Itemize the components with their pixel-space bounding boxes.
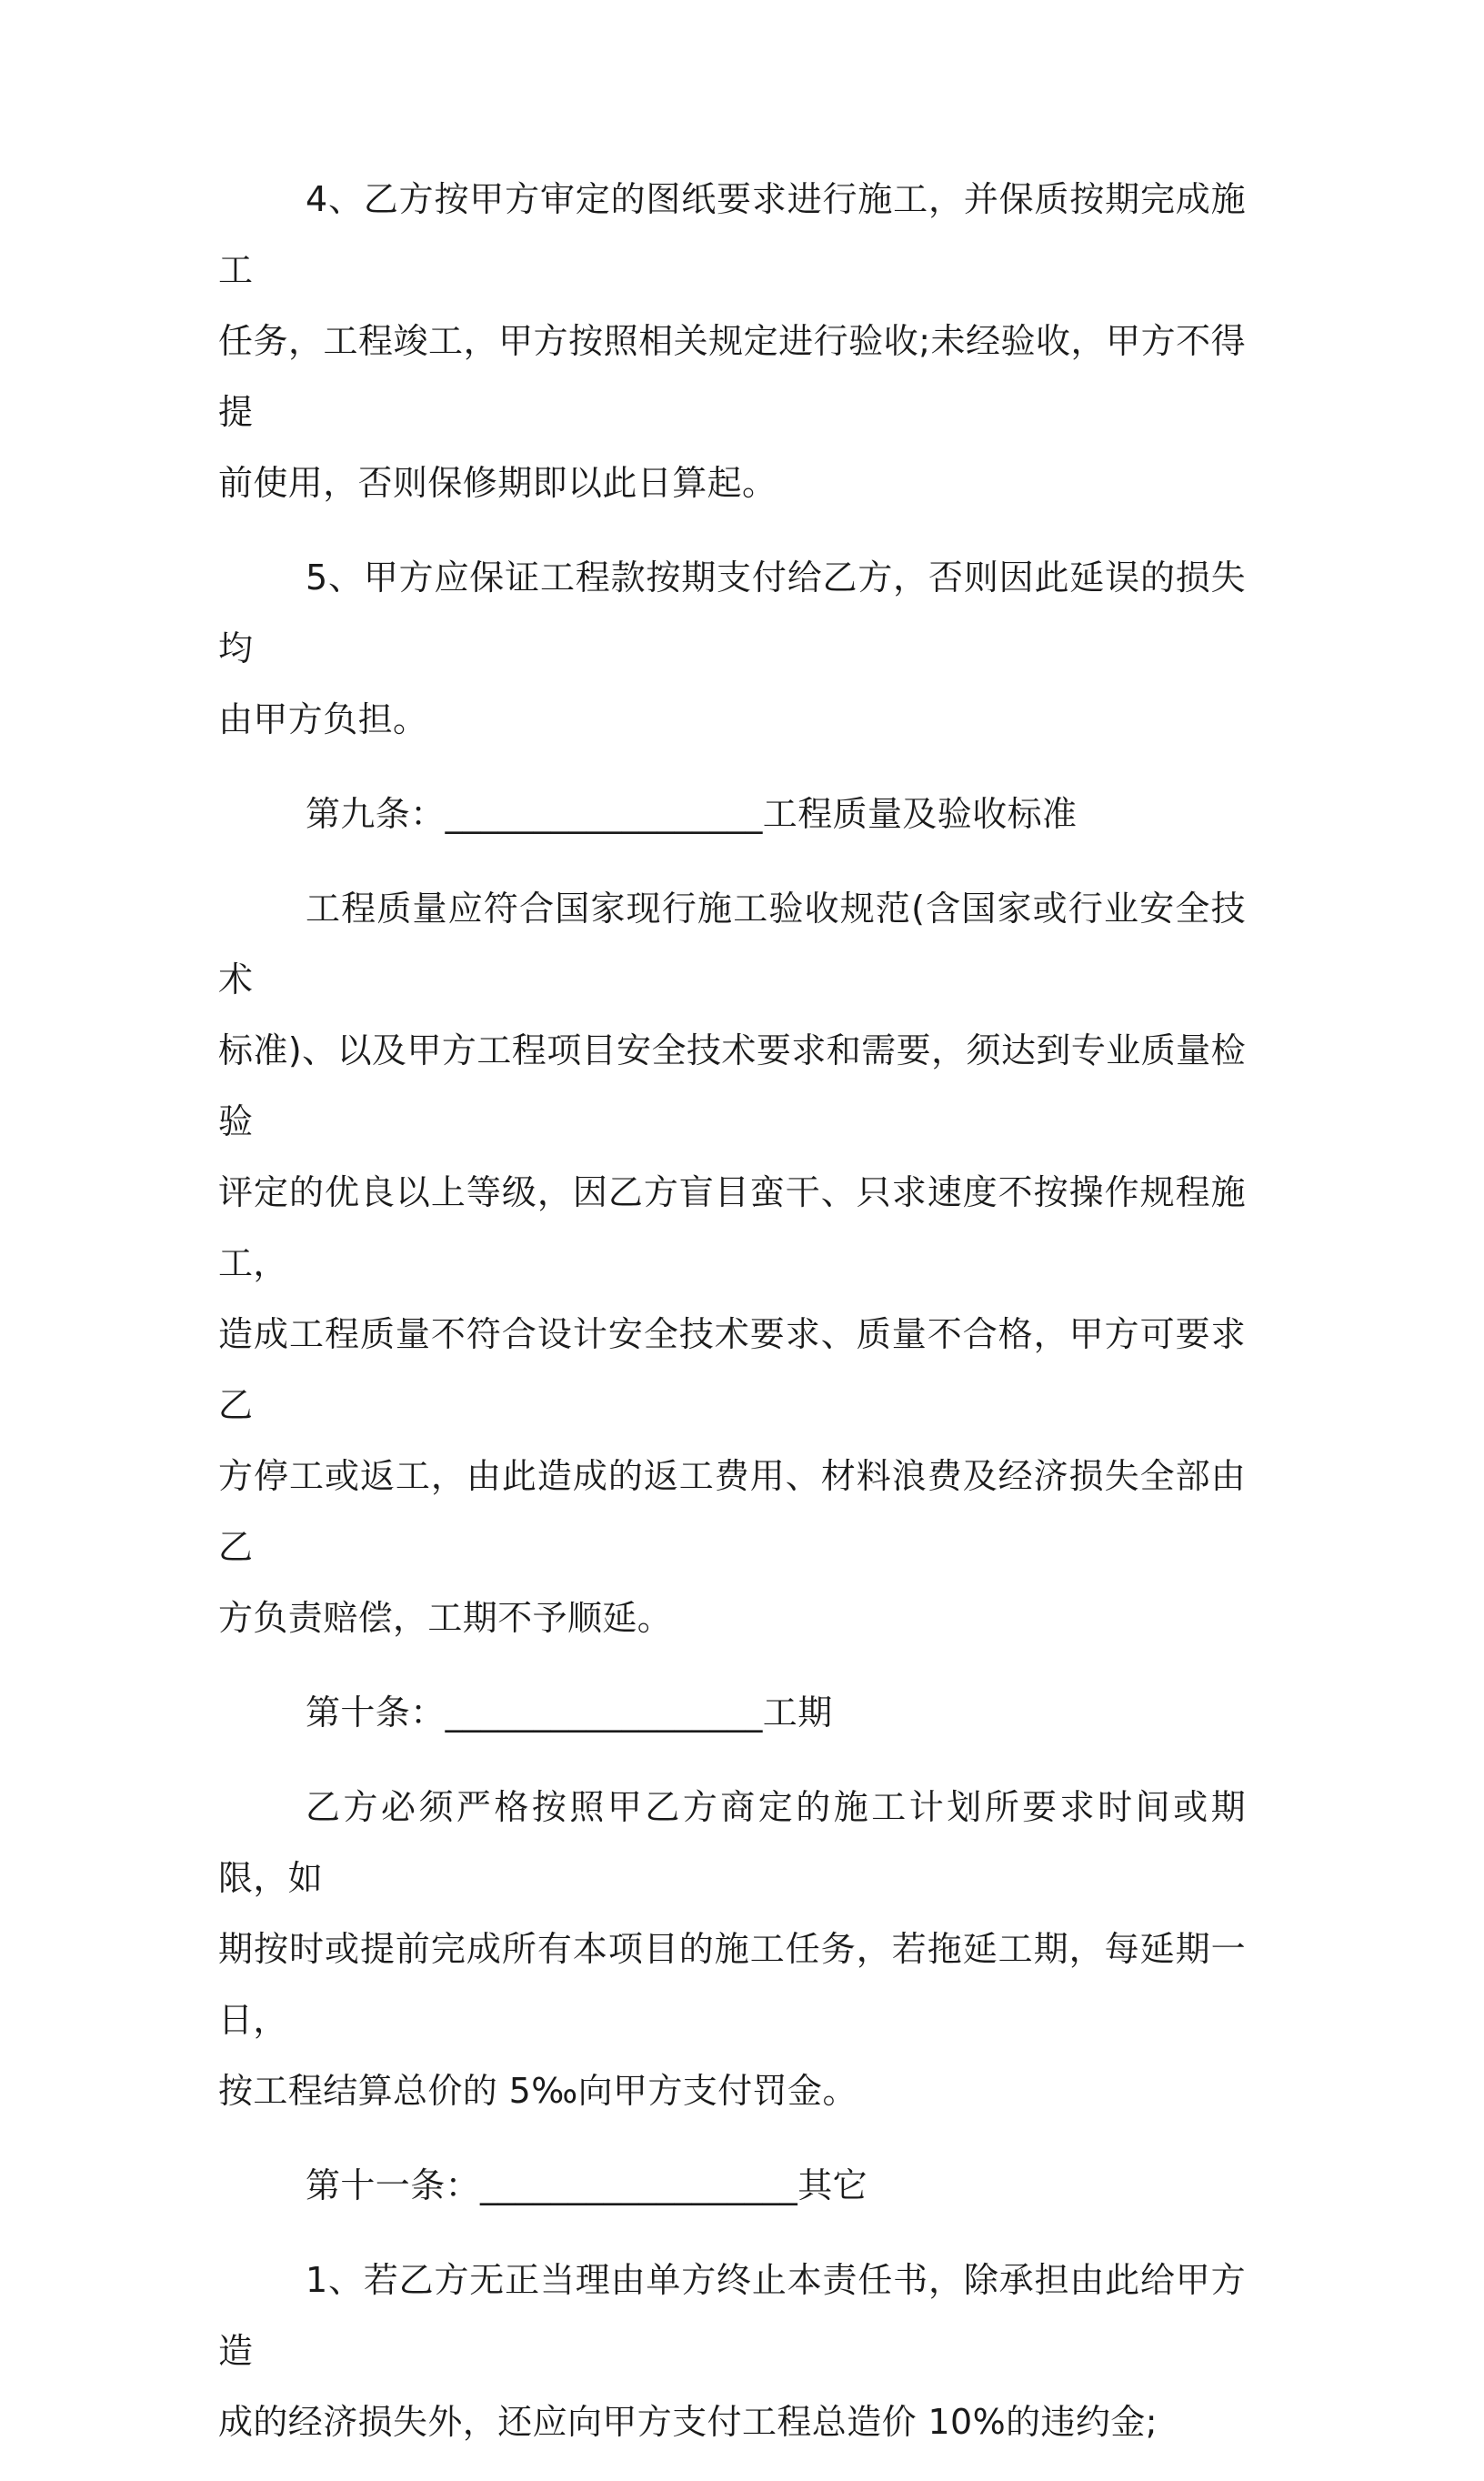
- article-11-item-1: [218, 2245, 1246, 2457]
- text-line: 4、乙方按甲方审定的图纸要求进行施工，并保质按期完成施工: [218, 179, 1246, 290]
- heading-text: 第十一条：__________________其它: [306, 2165, 868, 2205]
- article-9-body: [218, 873, 1246, 1653]
- article-10-body: [218, 1772, 1246, 2126]
- article-10-heading: [218, 1677, 1246, 1748]
- article-11-heading: [218, 2150, 1246, 2221]
- text-line: 工程质量应符合国家现行施工验收规范(含国家或行业安全技术: [218, 889, 1246, 999]
- text-line: 方负责赔偿，工期不予顺延。: [218, 1598, 673, 1638]
- text-line: 由甲方负担。: [218, 699, 428, 739]
- text-line: 按工程结算总价的 5‰向甲方支付罚金。: [218, 2071, 857, 2111]
- clause-item-5: [218, 542, 1246, 755]
- text-line: 方停工或返工，由此造成的返工费用、材料浪费及经济损失全部由乙: [218, 1456, 1246, 1567]
- text-line: 期按时或提前完成所有本项目的施工任务，若拖延工期，每延期一日，: [218, 1929, 1246, 2040]
- clause-item-4: [218, 164, 1246, 518]
- document-body: [218, 164, 1246, 2481]
- text-line: 成的经济损失外，还应向甲方支付工程总造价 10%的违约金;: [218, 2402, 1158, 2442]
- heading-text: 第十条：__________________工期: [306, 1693, 833, 1733]
- text-line: 乙方必须严格按照甲乙方商定的施工计划所要求时间或期限，如: [218, 1787, 1246, 1898]
- heading-text: 第九条：__________________工程质量及验收标准: [306, 794, 1078, 834]
- text-line: 任务，工程竣工，甲方按照相关规定进行验收;未经验收，甲方不得提: [218, 321, 1246, 432]
- text-line: 5、甲方应保证工程款按期支付给乙方，否则因此延误的损失均: [218, 557, 1246, 668]
- text-line: 前使用，否则保修期即以此日算起。: [218, 463, 777, 503]
- text-line: 1、若乙方无正当理由单方终止本责任书，除承担由此给甲方造: [218, 2260, 1246, 2371]
- text-line: 评定的优良以上等级，因乙方盲目蛮干、只求速度不按操作规程施工，: [218, 1172, 1246, 1283]
- text-line: 标准)、以及甲方工程项目安全技术要求和需要，须达到专业质量检验: [218, 1030, 1246, 1141]
- text-line: 造成工程质量不符合设计安全技术要求、质量不合格，甲方可要求乙: [218, 1314, 1246, 1425]
- article-9-heading: [218, 778, 1246, 849]
